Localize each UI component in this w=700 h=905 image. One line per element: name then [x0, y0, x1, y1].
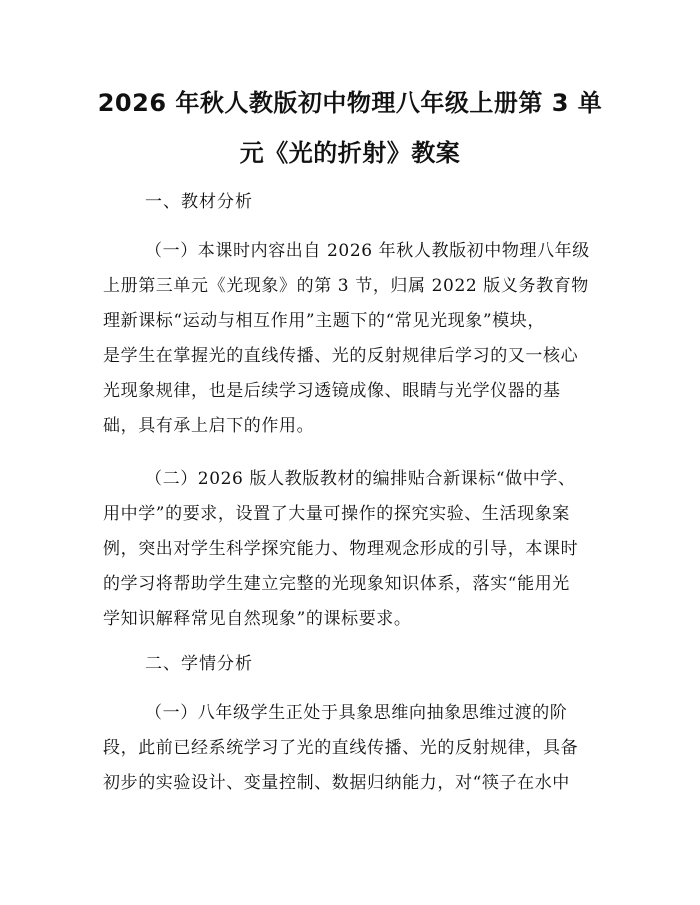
paragraph-line: 上册第三单元《光现象》的第 3 节，归属 2022 版义务教育物	[103, 276, 589, 296]
paragraph-line: （一）八年级学生正处于具象思维向抽象思维过渡的阶	[145, 703, 568, 723]
paragraph-line: 的学习将帮助学生建立完整的光现象知识体系，落实“能用光	[103, 574, 570, 594]
paragraph-line: 初步的实验设计、变量控制、数据归纳能力，对“筷子在水中	[103, 773, 570, 793]
section-heading-textbook-analysis: 一、教材分析	[145, 192, 253, 212]
paragraph-line: （二）2026 版人教版教材的编排贴合新课标“做中学、	[145, 469, 576, 489]
document-title-line-2: 元《光的折射》教案	[239, 139, 461, 167]
paragraph-line: 例，突出对学生科学探究能力、物理观念形成的引导，本课时	[103, 539, 579, 559]
paragraph-line: 段，此前已经系统学习了光的直线传播、光的反射规律，具备	[103, 738, 579, 758]
paragraph-line: 础，具有承上启下的作用。	[103, 416, 315, 436]
paragraph-line: （一）本课时内容出自 2026 年秋人教版初中物理八年级	[145, 241, 590, 261]
paragraph-line: 学知识解释常见自然现象”的课标要求。	[103, 609, 412, 629]
paragraph-line: 是学生在掌握光的直线传播、光的反射规律后学习的又一核心	[103, 346, 579, 366]
paragraph-line: 光现象规律，也是后续学习透镜成像、眼睛与光学仪器的基	[103, 381, 561, 401]
paragraph-line: 理新课标“运动与相互作用”主题下的“常见光现象”模块，	[103, 311, 545, 331]
document-title-line-1: 2026 年秋人教版初中物理八年级上册第 3 单	[97, 89, 603, 117]
paragraph-line: 用中学”的要求，设置了大量可操作的探究实验、生活现象案	[103, 504, 570, 524]
section-heading-student-analysis: 二、学情分析	[145, 654, 253, 674]
